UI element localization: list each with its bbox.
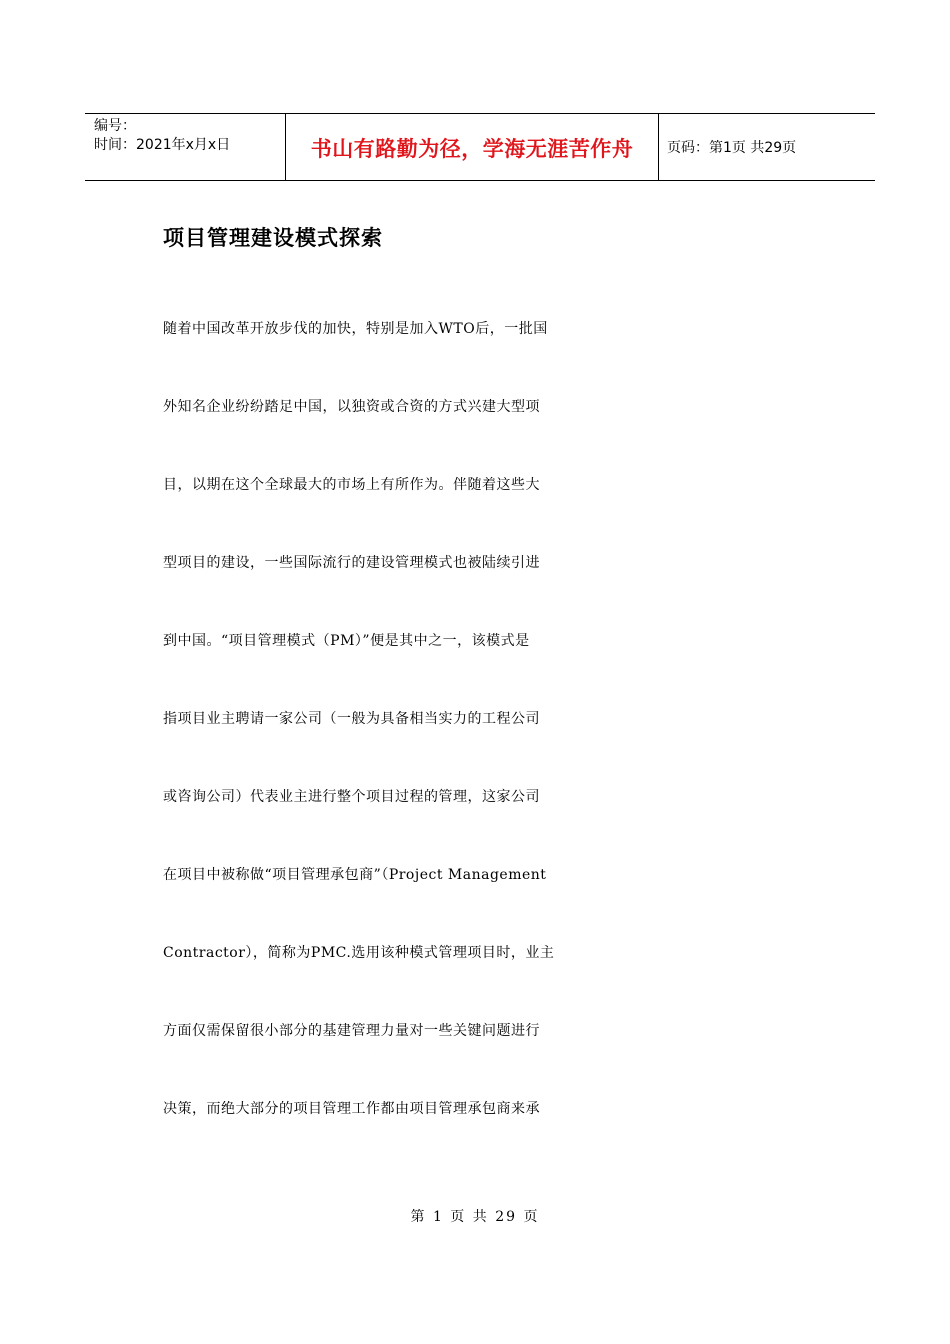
body-line: 指项目业主聘请一家公司（一般为具备相当实力的工程公司 (163, 711, 540, 727)
body-line: 外知名企业纷纷踏足中国，以独资或合资的方式兴建大型项 (163, 399, 540, 415)
page-footer: 第 1 页 共 29 页 (410, 1209, 540, 1225)
body-line: 决策，而绝大部分的项目管理工作都由项目管理承包商来承 (163, 1101, 540, 1117)
document-body (163, 309, 793, 1167)
header-motto-cell (286, 114, 659, 180)
body-line: 目，以期在这个全球最大的市场上有所作为。伴随着这些大 (163, 477, 540, 493)
body-line: 或咨询公司）代表业主进行整个项目过程的管理，这家公司 (163, 789, 540, 805)
body-line: 方面仅需保留很小部分的基建管理力量对一些关键问题进行 (163, 1023, 540, 1039)
header-info-cell (85, 114, 286, 180)
header-motto: 书山有路勤为径，学海无涯苦作舟 (310, 137, 634, 161)
document-number-label: 编号： (94, 118, 136, 134)
document-time-label: 时间：2021年x月x日 (94, 137, 231, 153)
header-table (85, 113, 875, 181)
body-line: Contractor），简称为PMC.选用该种模式管理项目时，业主 (163, 945, 555, 961)
document-title: 项目管理建设模式探索 (163, 226, 383, 250)
body-line: 到中国。“项目管理模式（PM）”便是其中之一，该模式是 (163, 633, 530, 649)
body-line: 型项目的建设，一些国际流行的建设管理模式也被陆续引进 (163, 555, 540, 571)
body-line: 随着中国改革开放步伐的加快，特别是加入WTO后，一批国 (163, 321, 548, 337)
body-line: 在项目中被称做“项目管理承包商”（Project Management (163, 867, 547, 883)
header-page-cell (659, 114, 875, 180)
header-page-info: 页码：第1页 共29页 (667, 140, 797, 156)
